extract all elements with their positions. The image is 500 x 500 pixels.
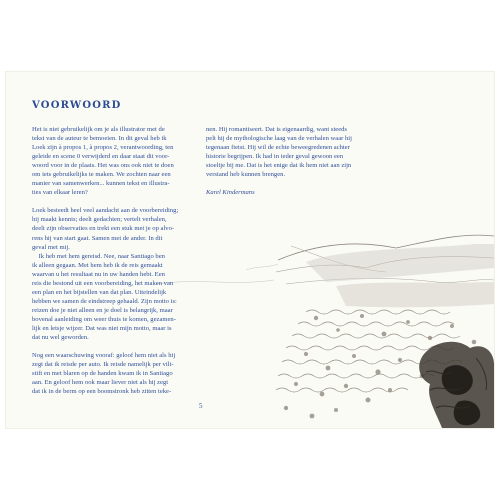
text-line: stift en met blaren op de handen kwam ik in Santiago xyxy=(32,370,173,378)
text-line: hebben we samen de eindstreep gehaald. Zijn motto is: xyxy=(32,297,177,305)
left-text-column xyxy=(32,125,203,405)
author-signature xyxy=(206,188,376,197)
text-line: aan. En geloof hem ook maar liever niet als hij zegt xyxy=(32,379,169,387)
text-line: dat ik in de berm op een boomstronk heb zitten teke- xyxy=(32,388,172,396)
page-heading: VOORWOORD xyxy=(32,100,122,111)
text-line: reizen doe je niet alleen en je doel is belangrijk, maar xyxy=(32,306,173,314)
page-number: 5 xyxy=(199,402,203,410)
text-line: tegenaan fietst. Hij wil de echte beweegredenen achter xyxy=(206,144,350,152)
text-line: geval met mij. xyxy=(32,243,70,251)
text-line: stoeltje bij me. Dat is het enige dat ik hem niet aan zijn xyxy=(206,162,352,170)
text-line: Ik heb met hem gereisd. Nee, naar Santiago ben xyxy=(32,252,165,260)
right-text-column xyxy=(206,125,376,206)
text-line: rens hij van start gaat. Samen met de ander. In dit xyxy=(32,234,163,242)
text-line: pelt hij de mythologische laag van de verhalen waar hij xyxy=(206,135,352,143)
text-line: Loek zijn à propos 1, à propos 2, verantwoording, ten xyxy=(32,144,174,152)
text-line: ik alleen gegaan. Met hem heb ik de reis gemaakt xyxy=(32,261,163,269)
text-line: waarvan u het resultaat nu in uw handen hebt. Een xyxy=(32,270,165,278)
text-line: woord voor in de plaats. Het was ons ook niet te doen xyxy=(32,162,174,170)
text-line: om iets gebruikelijks te maken. We zochten naar een xyxy=(32,171,171,179)
book-page xyxy=(6,72,494,428)
text-line: tekst van de auteur te bemoeien. In dit geval heb ik xyxy=(32,135,167,143)
text-line: deelt zijn observaties en trekt een stuk met je op alvo- xyxy=(32,225,175,233)
text-line: geleide en scene 0 verwijderd en daar staat dit voor- xyxy=(32,153,170,161)
text-line: nen. Hij romantiseert. Dat is eigenaardig, want steeds xyxy=(206,126,347,133)
text-line: manier van samenwerken... kunnen tekst en illustra- xyxy=(32,180,170,188)
text-line: een plan en het bijstellen van dat plan. Uiteindelijk xyxy=(32,288,167,296)
text-line: hij maakt kennis; deelt gedachten; vertelt verhalen, xyxy=(32,216,167,224)
text-line: zegt dat ik reisde per auto. Ik reisde namelijk per vilt- xyxy=(32,361,174,369)
paragraph xyxy=(32,206,203,342)
text-line: verstand heb kunnen brengen. xyxy=(206,171,286,179)
text-line: Nog een waarschuwing vooraf: geloof hem niet als hij xyxy=(32,352,176,360)
text-line: ties van elkaar leren? xyxy=(32,189,88,197)
text-line: historie begrijpen. Ik had in ieder geval gewoon een xyxy=(206,153,344,161)
paragraph xyxy=(32,125,203,197)
text-line: Het is niet gebruikelijk om je als illustrator met de xyxy=(32,126,165,133)
paragraph xyxy=(32,351,203,396)
text-line: bovenal aanleiding om weer thuis te komen, gezamen- xyxy=(32,315,176,323)
text-line: reis die bestond uit een voorbereiding, het maken van xyxy=(32,279,174,287)
text-line: dat nu wel geworden. xyxy=(32,334,89,342)
text-line: lijk en letsje wijzer. Dat was niet mijn motto, maar is xyxy=(32,324,172,332)
text-line: Loek besteedt heel veel aandacht aan de voorbereiding; xyxy=(32,207,179,215)
paragraph xyxy=(206,125,376,179)
signature-name: Karel Kindermans xyxy=(206,189,255,197)
